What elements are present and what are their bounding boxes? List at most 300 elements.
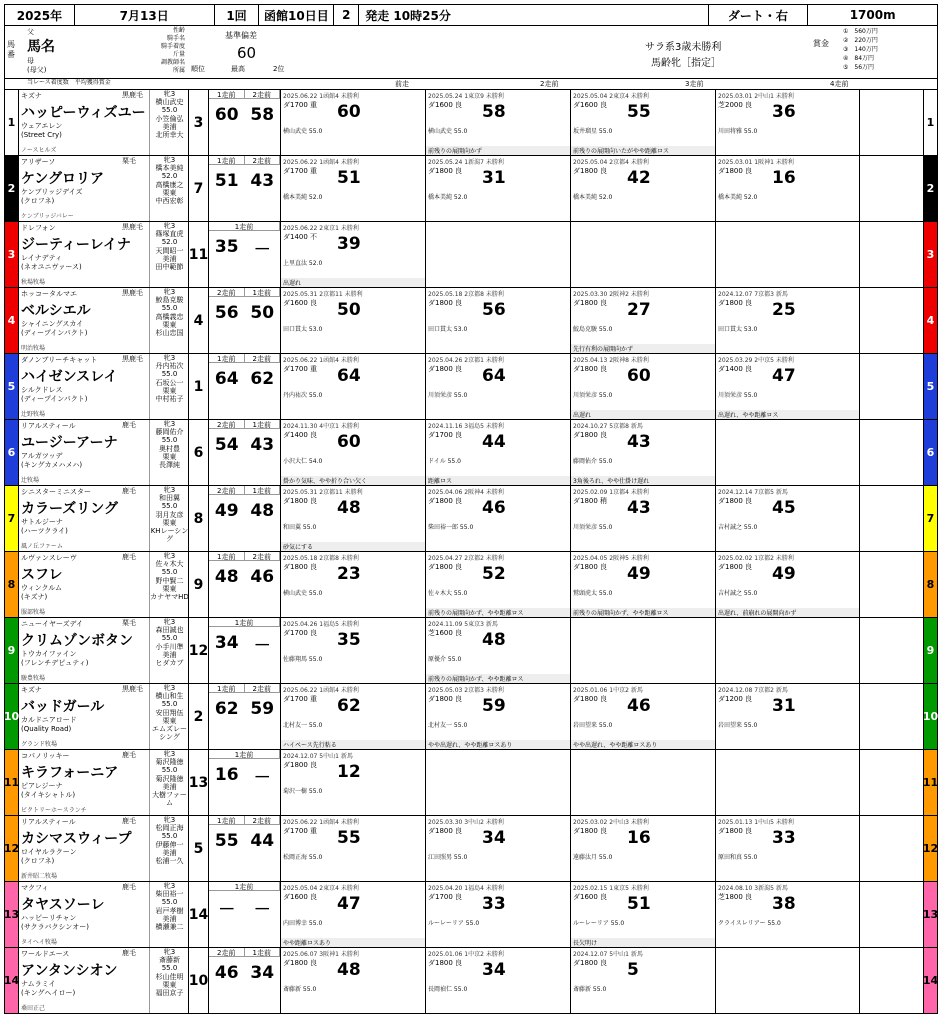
race-place: 1福島4 [464, 885, 484, 892]
race-surface: ダ1800 良 [283, 959, 318, 967]
area: 栗東 [162, 320, 177, 329]
race-surface: ダ1800 良 [428, 563, 463, 571]
race-jockey: 川須栄彦 55.0 [718, 392, 758, 399]
race-date [283, 619, 423, 628]
year: 2025年 [5, 5, 75, 25]
sex: 牝3 [163, 750, 176, 758]
jockey: 丹内祐次 [155, 362, 184, 371]
best-value: 62 [214, 699, 239, 719]
race-date-text: 2024.11.09 [428, 621, 463, 628]
race-jockey: 鮫島克駿 55.0 [573, 326, 613, 333]
trainer: 杉山佳明 [155, 972, 184, 981]
race-date [283, 817, 423, 826]
race-place: 3福島5 [464, 423, 484, 430]
best-values [209, 627, 280, 659]
race-cell[interactable] [281, 948, 426, 1013]
table-row[interactable] [4, 750, 938, 816]
weight: 55.0 [161, 766, 178, 775]
race-jockey: 菊沢一樹 55.0 [283, 788, 323, 795]
best-scores [209, 90, 281, 155]
race-surface: ダ1700 重 [283, 827, 318, 835]
race-cell[interactable] [716, 486, 860, 551]
best-tag: 2走前 [245, 156, 281, 164]
race-note: 距離ロス [426, 476, 570, 485]
race-cell[interactable] [716, 288, 860, 353]
race-score: 60 [627, 366, 651, 386]
race-date-text: 2025.04.13 [573, 357, 608, 364]
race-jockey: 横山武史 55.0 [428, 128, 468, 135]
weight: 55.0 [161, 898, 178, 907]
table-row[interactable] [4, 486, 938, 552]
race-cell[interactable] [426, 90, 571, 155]
race-date [573, 817, 713, 826]
sex: 牝3 [163, 552, 176, 560]
race-cell[interactable] [716, 552, 860, 617]
horse-number: 4 [5, 288, 19, 353]
race-surface: ダ1800 稍 [573, 497, 608, 505]
race-class: 未勝利 [485, 159, 504, 166]
venue: 函館10日目 [259, 5, 334, 25]
race-jockey: 川須栄彦 55.0 [573, 524, 613, 531]
race-date [573, 91, 713, 100]
race-class: 新馬 [340, 753, 353, 760]
best-tag: 1走前 [245, 420, 281, 428]
race-surface: ダ1800 良 [718, 563, 753, 571]
trainer: 菊沢隆徳 [155, 774, 184, 783]
farm: 辻野牧場 [21, 411, 46, 418]
owner: ヒダカブ [155, 659, 184, 668]
dam-name: カルドニアロード [21, 716, 77, 724]
race-date-text: 2025.04.06 [428, 489, 463, 496]
race-class: 未勝利 [340, 357, 359, 364]
race-cell[interactable] [571, 354, 716, 419]
race-cell[interactable] [716, 684, 860, 749]
race-class: 未勝利 [775, 555, 794, 562]
race-header [4, 4, 938, 26]
rank-value: 4 [189, 288, 209, 353]
race-cell[interactable] [571, 288, 716, 353]
dam-name: シャイニングスカイ [21, 320, 84, 328]
farm: タイヘイ牧場 [21, 939, 57, 946]
best-scores [209, 816, 281, 881]
race-date-text: 2024.12.14 [718, 489, 753, 496]
race-surface: ダ1800 良 [283, 563, 318, 571]
best-value: 34 [214, 633, 239, 653]
race-class: 未勝利 [485, 291, 504, 298]
horse-name[interactable]: キラフォーニア [21, 765, 119, 781]
jockey-col [149, 222, 189, 287]
race-date-text: 2025.05.04 [283, 885, 318, 892]
horse-number: 11 [5, 750, 19, 815]
horse-name[interactable]: ユージーアーナ [21, 435, 118, 451]
race-jockey: 岩田望来 55.0 [573, 722, 613, 729]
race-date [718, 91, 857, 100]
area: 美浦 [162, 650, 177, 659]
race-cell[interactable] [426, 882, 571, 947]
weight: 52.0 [161, 238, 178, 247]
owner: KHレーシング [150, 527, 189, 544]
race-col-headers: 前走 2走前 3走前 4走前 [5, 78, 937, 89]
horse-name[interactable]: タヤスソーレ [21, 897, 105, 913]
race-surface: ダ1800 良 [573, 299, 608, 307]
base-value: 60 [237, 44, 257, 62]
race-jockey: 丹内祐次 55.0 [283, 392, 323, 399]
race-score: 48 [482, 630, 506, 650]
race-class: 未勝利 [775, 159, 794, 166]
weight: 55.0 [161, 502, 178, 511]
race-date [573, 949, 713, 958]
race-class: 未勝利 [630, 489, 649, 496]
damsire-name: (タイキシャトル) [21, 791, 76, 799]
farm: 服部牧場 [21, 609, 46, 616]
horse-name[interactable]: カラーズリング [21, 501, 119, 517]
best-tags [209, 816, 280, 825]
race-jockey: 斎藤新 55.0 [283, 986, 317, 993]
best-value: 60 [214, 105, 239, 125]
race-cell[interactable] [426, 552, 571, 617]
race-score: 60 [337, 102, 361, 122]
race-date [428, 883, 568, 892]
jockey-col [149, 288, 189, 353]
damsire-name: (Street Cry) [21, 131, 62, 139]
horse-info [19, 420, 189, 485]
race-jockey: 吉村誠之 55.0 [718, 590, 758, 597]
rank-value: 10 [189, 948, 209, 1013]
race-jockey: クライスレリアー 55.0 [718, 920, 781, 927]
horse-name[interactable]: バッドガール [21, 699, 105, 715]
weight: 55.0 [161, 634, 178, 643]
table-row[interactable] [4, 552, 938, 618]
second-value: 48 [250, 501, 275, 521]
table-row[interactable] [4, 618, 938, 684]
best-tag: 1走前 [209, 222, 280, 230]
race-cell[interactable] [281, 684, 426, 749]
race-cell[interactable] [426, 354, 571, 419]
sex: 牝3 [163, 222, 176, 230]
race-cell[interactable] [426, 288, 571, 353]
table-row[interactable] [4, 948, 938, 1014]
race-note: 出遅れ、前崩れの展開向かず [716, 608, 859, 617]
race-cell[interactable] [281, 816, 426, 881]
weight: 55.0 [161, 436, 178, 445]
race-cell[interactable] [281, 156, 426, 221]
table-row[interactable] [4, 222, 938, 288]
race-date [718, 883, 857, 892]
table-row[interactable] [4, 90, 938, 156]
race-class: 未勝利 [340, 555, 359, 562]
race-surface: ダ1800 良 [573, 431, 608, 439]
race-note: ハイペース先行粘る [281, 740, 425, 749]
color: 黒鹿毛 [122, 289, 143, 297]
race-date-text: 2025.05.04 [573, 159, 608, 166]
race-place: 1函館4 [319, 687, 339, 694]
horse-info [19, 156, 189, 221]
race-cell[interactable] [426, 948, 571, 1013]
race-date-text: 2025.02.09 [573, 489, 608, 496]
race-cell[interactable] [426, 816, 571, 881]
race-score: 12 [337, 762, 361, 782]
table-row[interactable] [4, 288, 938, 354]
race-surface: ダ1800 良 [283, 497, 318, 505]
area: 栗東 [162, 518, 177, 527]
race-score: 38 [772, 894, 796, 914]
race-date-text: 2024.10.27 [573, 423, 608, 430]
horse-number-right: 12 [923, 816, 937, 881]
race-class: 未勝利 [340, 159, 359, 166]
race-number: 2 [334, 5, 359, 25]
race-cell[interactable] [426, 684, 571, 749]
horse-number: 3 [5, 222, 19, 287]
race-class: 未勝利 [340, 225, 359, 232]
owner: エムズレーシング [152, 725, 187, 742]
horse-side [122, 553, 148, 561]
farm: 明治牧場 [21, 345, 46, 352]
race-date-text: 2025.03.01 [718, 93, 753, 100]
race-empty [716, 948, 860, 1013]
race-cell[interactable] [281, 288, 426, 353]
horse-name[interactable]: スフレ [21, 567, 63, 583]
second-value: 46 [250, 567, 275, 587]
race-surface: 芝1800 良 [718, 893, 753, 901]
race-date-text: 2025.06.07 [283, 951, 318, 958]
race-date [283, 421, 423, 430]
race-cell[interactable] [281, 552, 426, 617]
damsire-name: (キングヘイロー) [21, 989, 76, 997]
race-cell[interactable] [281, 750, 426, 815]
race-place: 2京都4 [609, 159, 629, 166]
race-place: 2中京5 [754, 357, 774, 364]
horse-number-right: 1 [923, 90, 937, 155]
race-class: 新馬 [630, 951, 643, 958]
race-class: 未勝利 [485, 687, 504, 694]
dam-label: 母 [27, 57, 34, 65]
race-jockey: 松岡正海 55.0 [283, 854, 323, 861]
race-surface: ダ1600 良 [283, 299, 318, 307]
race-cell[interactable] [716, 816, 860, 881]
owner: 松浦一久 [155, 857, 184, 866]
weight: 55.0 [161, 964, 178, 973]
race-surface: ダ1800 良 [428, 827, 463, 835]
race-place: 2京都8 [319, 555, 339, 562]
horse-name[interactable]: アンタンシオン [21, 963, 118, 979]
race-score: 44 [482, 432, 506, 452]
race-jockey: 原優介 55.0 [428, 656, 462, 663]
race-cell[interactable] [571, 948, 716, 1013]
race-cell[interactable] [716, 882, 860, 947]
best-value: 51 [214, 171, 239, 191]
area: 栗東 [162, 584, 177, 593]
race-cell[interactable] [571, 486, 716, 551]
jockey: 斎藤新 [159, 956, 180, 965]
horse-info [19, 354, 189, 419]
race-class: 未勝利 [340, 951, 359, 958]
race-date [428, 553, 568, 562]
best-tags [209, 156, 280, 165]
race-cell[interactable] [281, 486, 426, 551]
race-place: 5中山1 [319, 753, 339, 760]
race-jockey: ルーレーリア 55.0 [573, 920, 625, 927]
race-jockey: 田口貫太 53.0 [283, 326, 323, 333]
sex: 牝3 [163, 618, 176, 626]
horse-name[interactable]: カシマスウィープ [21, 831, 132, 847]
race-cell[interactable] [571, 420, 716, 485]
race-surface: ダ1800 良 [283, 761, 318, 769]
race-cell[interactable] [571, 156, 716, 221]
race-score: 33 [482, 894, 506, 914]
sex: 牝3 [163, 288, 176, 296]
best-tags [209, 288, 280, 297]
dam-name: ナムラミイ [21, 980, 56, 988]
race-cell[interactable] [281, 420, 426, 485]
race-score: 60 [337, 432, 361, 452]
farm: 辻牧場 [21, 477, 40, 484]
race-cell[interactable] [426, 486, 571, 551]
race-cell[interactable] [281, 618, 426, 683]
best-tag: 2走前 [209, 486, 245, 494]
sex: 牝3 [163, 948, 176, 956]
race-cell[interactable] [281, 882, 426, 947]
horse-info [19, 552, 189, 617]
horse-number: 7 [5, 486, 19, 551]
best-value: 49 [214, 501, 239, 521]
race-class: 未勝利 [485, 93, 504, 100]
race-class: 未勝利 [485, 489, 504, 496]
table-row[interactable] [4, 816, 938, 882]
jockey: 横山和生 [155, 692, 184, 701]
best-tag: 2走前 [209, 420, 245, 428]
race-surface: ダ1800 良 [573, 167, 608, 175]
farm: 桑田正己 [21, 1005, 46, 1012]
race-cell[interactable] [426, 420, 571, 485]
best-values [209, 891, 280, 923]
race-date-text: 2025.05.18 [283, 555, 318, 562]
table-row[interactable] [4, 684, 938, 750]
race-date-text: 2024.11.30 [283, 423, 318, 430]
best-tag: 2走前 [245, 816, 281, 824]
race-cell[interactable] [281, 90, 426, 155]
race-cell[interactable] [571, 816, 716, 881]
race-jockey: 岩田望来 55.0 [718, 722, 758, 729]
rank-value: 6 [189, 420, 209, 485]
race-score: 34 [482, 960, 506, 980]
dam-name: アルガツッデ [21, 452, 63, 460]
horse-list [4, 90, 938, 1014]
race-surface: ダ1700 良 [428, 893, 463, 901]
sire-name: ドレフォン [21, 224, 56, 232]
best-scores [209, 684, 281, 749]
sire-name: ルヴァンスレーヴ [21, 554, 77, 562]
table-row[interactable] [4, 882, 938, 948]
race-cell[interactable] [571, 684, 716, 749]
race-cell[interactable] [281, 222, 426, 287]
best-tag: 2走前 [245, 552, 281, 560]
sex: 牝3 [163, 486, 176, 494]
best-tag: 1走前 [245, 486, 281, 494]
horse-side [122, 355, 148, 363]
race-surface: ダ1800 良 [573, 365, 608, 373]
race-date [718, 817, 857, 826]
best-value: 56 [214, 303, 239, 323]
race-surface: 芝2000 良 [718, 101, 753, 109]
race-date-text: 2025.05.04 [573, 93, 608, 100]
race-jockey: 斎藤新 55.0 [573, 986, 607, 993]
race-cell[interactable] [571, 552, 716, 617]
race-date [573, 355, 713, 364]
owner: 横瀬兼二 [155, 923, 184, 932]
jockey-col [149, 684, 189, 749]
race-date [428, 289, 568, 298]
race-score: 39 [337, 234, 361, 254]
race-surface: ダ1800 良 [428, 167, 463, 175]
race-date [283, 157, 423, 166]
damsire-name: (ディープインパクト) [21, 395, 88, 403]
race-cell[interactable] [281, 354, 426, 419]
race-date [718, 685, 857, 694]
race-cell[interactable] [426, 156, 571, 221]
horse-name[interactable]: ジーティーレイナ [21, 237, 131, 253]
race-date [573, 289, 713, 298]
farm: ビクトリーホースランチ [21, 807, 87, 814]
track: ダート・右 [709, 5, 809, 25]
trainer: 野中賢二 [155, 576, 184, 585]
owner: 福田京子 [155, 989, 184, 998]
horse-info [19, 684, 189, 749]
race-place: 2中山3 [609, 819, 629, 826]
race-place: 1中山5 [754, 819, 774, 826]
best-tags [209, 948, 280, 957]
horse-name[interactable]: ケングロリア [21, 171, 105, 187]
race-note: 前残りの展開向かず、やや距離ロス [571, 608, 715, 617]
sex: 牝3 [163, 156, 176, 164]
owner: 杉山忠国 [155, 329, 184, 338]
race-cell[interactable] [571, 882, 716, 947]
horse-name[interactable]: クリムゾンボタン [21, 633, 133, 649]
race-score: 36 [772, 102, 796, 122]
race-cell[interactable] [716, 354, 860, 419]
color: 鹿毛 [122, 487, 136, 495]
sire-name: リアルスティール [21, 422, 76, 430]
race-note: 前残りの展開向いたがやや距離ロス [571, 146, 715, 155]
race-place: 2京都11 [319, 489, 343, 496]
race-place: 1新潟7 [464, 159, 484, 166]
horse-name[interactable]: ハッピーウィズユー [21, 105, 146, 121]
table-row[interactable] [4, 354, 938, 420]
horse-name[interactable]: ベルシエル [21, 303, 91, 319]
race-cell[interactable] [716, 156, 860, 221]
race-cell[interactable] [426, 618, 571, 683]
table-row[interactable] [4, 156, 938, 222]
best-value: 16 [214, 765, 239, 785]
farm: 新井昭二牧場 [21, 873, 58, 880]
trainer: 奥村豊 [159, 444, 180, 453]
race-cell[interactable] [716, 90, 860, 155]
horse-number-right: 7 [923, 486, 937, 551]
table-row[interactable] [4, 420, 938, 486]
sex: 牝3 [163, 684, 176, 692]
best-tag: 1走前 [245, 288, 281, 296]
horse-name[interactable]: ハイゼンスレイ [21, 369, 118, 385]
race-score: 31 [772, 696, 796, 716]
race-date [283, 223, 423, 232]
race-jockey: 北村友一 55.0 [283, 722, 323, 729]
color: 黒鹿毛 [122, 355, 143, 363]
damsire-name: (クロフネ) [21, 857, 55, 865]
race-cell[interactable] [571, 90, 716, 155]
rank-value: 8 [189, 486, 209, 551]
race-date-text: 2025.06.22 [283, 819, 318, 826]
race-surface: ダ1800 良 [428, 695, 463, 703]
owner: 大樹ファーム [152, 791, 187, 808]
